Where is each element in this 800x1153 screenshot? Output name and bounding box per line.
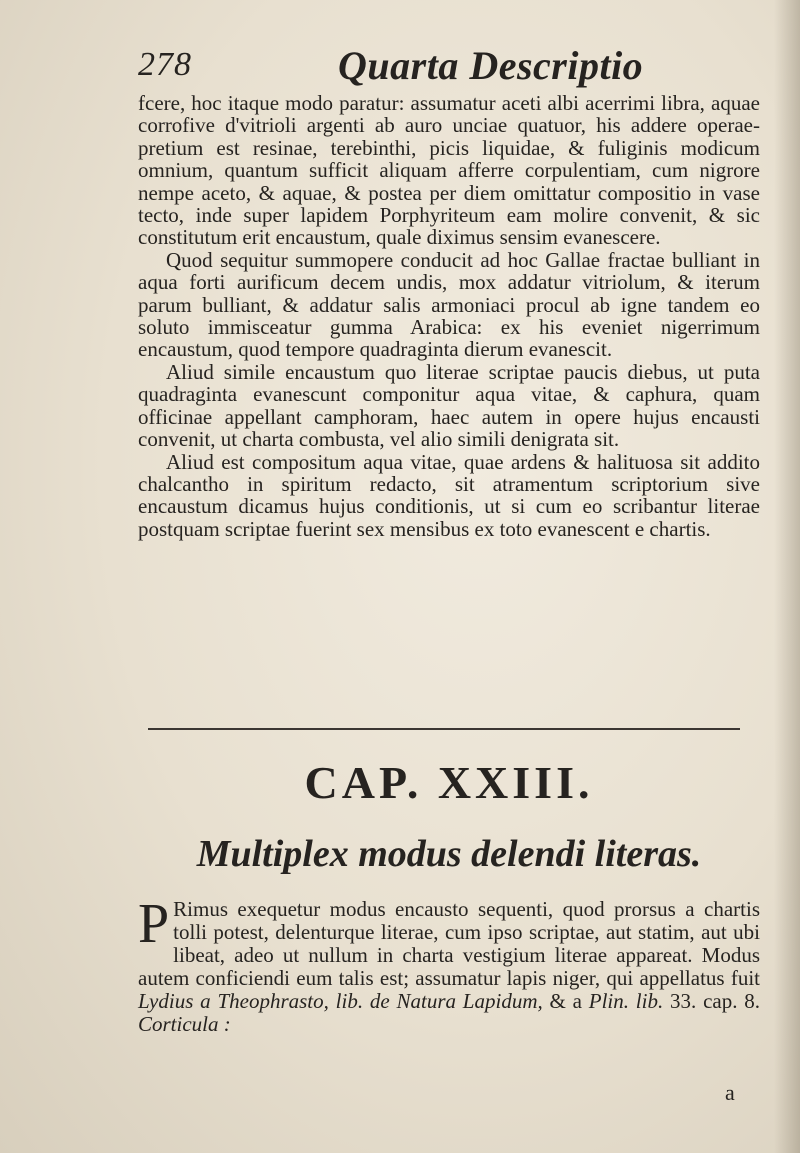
chapter-number: CAP. XXIII. bbox=[304, 757, 594, 808]
chapter-title: Multiplex modus delendi literas. bbox=[196, 833, 702, 875]
citation-lydius: Lydius a Theophrasto, lib. de Natura Lapidum, bbox=[138, 989, 543, 1013]
drop-cap: P bbox=[138, 893, 170, 955]
paragraph: Quod sequitur summopere conducit ad hoc Gallae fractae bulliant in aqua forti aurificum decem undis, mox addatur vitriolum, & iterum parum bulliant, & addatur salis armoniaci procul ab igne tandem eo soluto immisceatur gumma Arabica: ex his eveniet nigerrimum encaustum, quod tempore quadraginta dierum evanescit. bbox=[138, 247, 760, 362]
citation-corticula: Corticula : bbox=[138, 1012, 231, 1036]
section-divider bbox=[148, 728, 740, 730]
chapter-text-start: Rimus exequetur modus encausto sequenti, quod prorsus a chartis tolli potest, delenturque literae, cum ipso scriptae, aut statim, aut ubi libeat, adeo ut nullum in charta vestigium literae appareat. Modus autem conficiendi eum talis est; assumatur lapis niger, qui appellatus fuit bbox=[138, 897, 760, 990]
paragraph: Aliud est compositum aqua vitae, quae ardens & halituosa sit addito chalcantho in spiritum redacto, sit atramentum scriptorium sive encaustum dicamus hujus conditionis, ut si cum eo scribantur literae postquam scriptae fuerint sex mensibus ex toto evanescent e chartis. bbox=[138, 449, 760, 541]
paragraph: fcere, hoc itaque modo paratur: assumatur aceti albi acerrimi libra, aquae corrofive d'vitrioli argenti ab auro unciae quatuor, his addere operae-pretium est resinae, terebinthi, picis liquidae, & fuliginis modicum omnium, quantum sufficit aliquam afferre corpulentiam, cum nigrore nempe aceto, & aquae, & postea per diem omittatur compositio in vase tecto, inde super lapidem Porphyriteum eam molire convenit, & sic constitutum erit encaustum, quale diximus sensim evanescere. bbox=[138, 91, 760, 250]
chapter-body bbox=[138, 893, 760, 1036]
paragraph: Aliud simile encaustum quo literae scriptae paucis diebus, ut puta quadraginta evanescunt componitur aqua vitae, & caphura, quam officinae appellant camphoram, haec autem in opere hujus encausti convenit, ut charta combusta, vel alio simili denigrata sit. bbox=[138, 359, 760, 452]
catchword: a bbox=[725, 1080, 735, 1105]
chapter-text-end: 33. cap. 8. bbox=[663, 989, 760, 1013]
chapter-paragraph bbox=[138, 893, 760, 1036]
page-number: 278 bbox=[138, 46, 192, 83]
citation-plinius: Plin. lib. bbox=[588, 989, 664, 1013]
body-text bbox=[138, 92, 760, 540]
page-edge-shadow bbox=[774, 0, 800, 1153]
chapter-text-mid: & a bbox=[542, 989, 589, 1013]
running-head: Quarta Descriptio bbox=[338, 43, 644, 88]
page-header bbox=[118, 42, 738, 92]
